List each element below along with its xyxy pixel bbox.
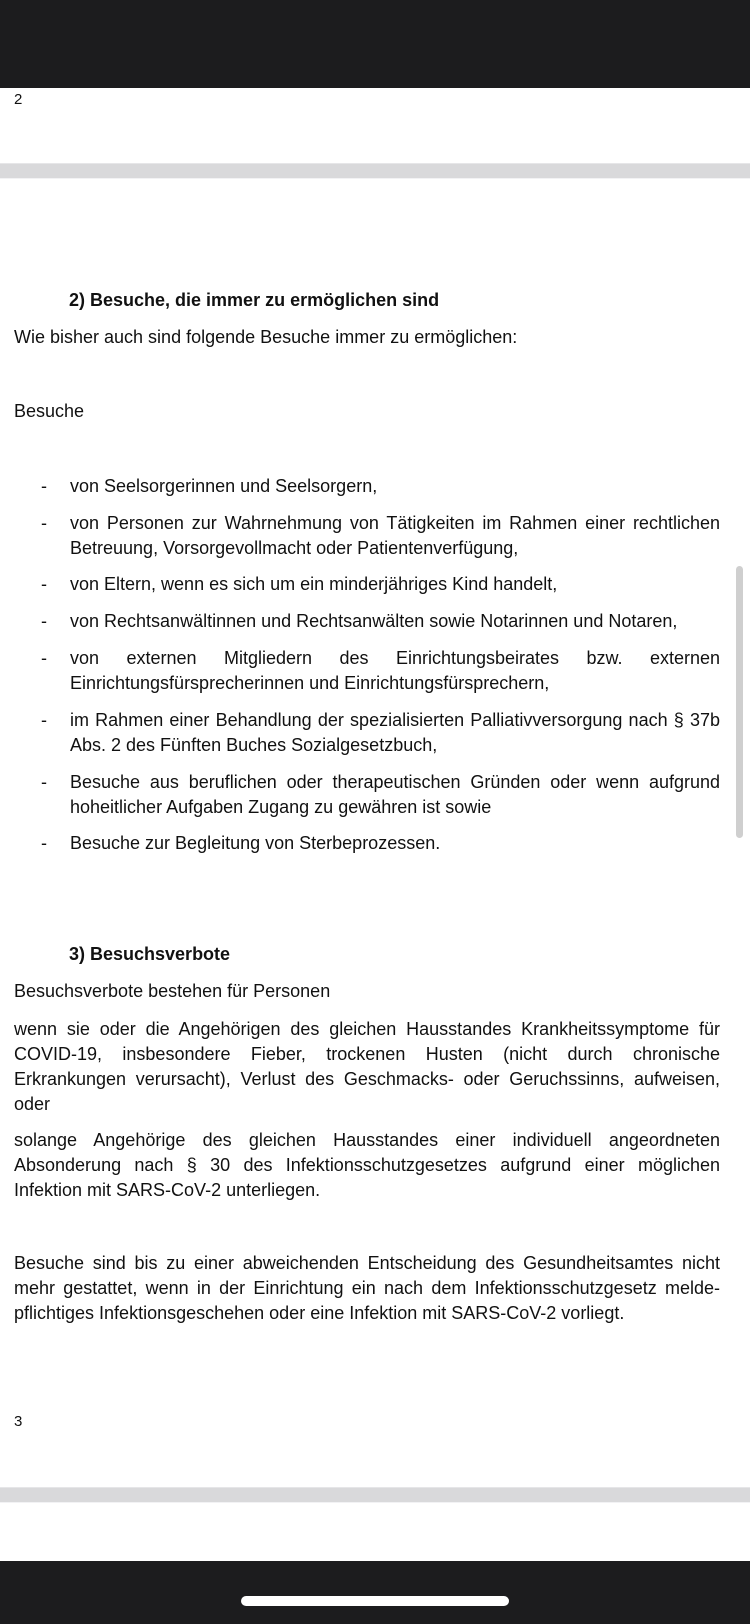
section-2-label: Besuche <box>14 401 85 421</box>
section-3-paragraph: Besuche sind bis zu einer abweichenden Entscheidung des Gesundheitsamtes nicht mehr gestattet, wenn in der Einrichtung ein nach dem Infektionsschutzgesetz melde-pflichtiges Infektionsgeschehen oder eine Infektion mit SARS-CoV-2 vorliegt. <box>14 1253 720 1323</box>
bullet-dash: - <box>41 611 47 631</box>
bullet-dash: - <box>41 574 47 594</box>
section-3-heading: 3) Besuchsverbote <box>69 944 231 964</box>
list-item-text: Besuche aus beruflichen oder therapeutischen Gründen oder wenn aufgrund hoheitlicher Aufgaben Zugang zu gewähren ist sowie <box>70 772 720 817</box>
bottom-bar <box>0 1561 750 1624</box>
bullet-dash: - <box>41 476 47 496</box>
list-item-text: von Seelsorgerinnen und Seelsorgern, <box>70 476 378 496</box>
list-item-text: von Eltern, wenn es sich um ein minderjähriges Kind handelt, <box>70 574 558 594</box>
bullet-dash: - <box>41 833 47 853</box>
page-number-bottom: 3 <box>14 1413 23 1430</box>
list-item-text: von Personen zur Wahrnehmung von Tätigkeiten im Rahmen einer rechtlichen Betreuung, Vorsorgevollmacht oder Patientenverfügung, <box>70 513 720 558</box>
bullet-dash: - <box>41 513 47 533</box>
bullet-dash: - <box>41 772 47 792</box>
list-item-text: von externen Mitgliedern des Einrichtungsbeirates bzw. externen Einrichtungsfürsprecherinnen und Einrichtungsfürsprechern, <box>70 648 720 693</box>
section-2-heading: 2) Besuche, die immer zu ermöglichen sind <box>69 290 440 310</box>
page-separator <box>0 1487 750 1503</box>
page-number-top: 2 <box>14 91 23 108</box>
bullet-dash: - <box>41 710 47 730</box>
section-2-intro: Wie bisher auch sind folgende Besuche immer zu ermöglichen: <box>14 327 518 347</box>
section-3-paragraph: wenn sie oder die Angehörigen des gleichen Hausstandes Krankheitssymptome für COVID-19, insbesondere Fieber, trockenen Husten (nicht durch chronische Erkrankungen verursacht), Verlust des Geschmacks- oder Geruchssinns, aufweisen, oder <box>14 1019 720 1114</box>
list-item-text: Besuche zur Begleitung von Sterbeprozessen. <box>70 833 441 853</box>
section-3-intro: Besuchsverbote bestehen für Personen <box>14 981 331 1001</box>
section-3-paragraph: solange Angehörige des gleichen Hausstandes einer individuell angeordneten Absonderung nach § 30 des Infektionsschutzgesetzes aufgrund einer möglichen Infektion mit SARS-CoV-2 unterliegen. <box>14 1130 720 1200</box>
bullet-dash: - <box>41 648 47 668</box>
list-item-text: von Rechtsanwältinnen und Rechtsanwälten sowie Notarinnen und Notaren, <box>70 611 678 631</box>
scrollbar[interactable] <box>736 566 743 838</box>
list-item-text: im Rahmen einer Behandlung der spezialisierten Palliativversorgung nach § 37b Abs. 2 des Fünften Buches Sozialgesetzbuch, <box>70 710 720 755</box>
home-indicator[interactable] <box>241 1596 509 1606</box>
page-separator <box>0 163 750 179</box>
